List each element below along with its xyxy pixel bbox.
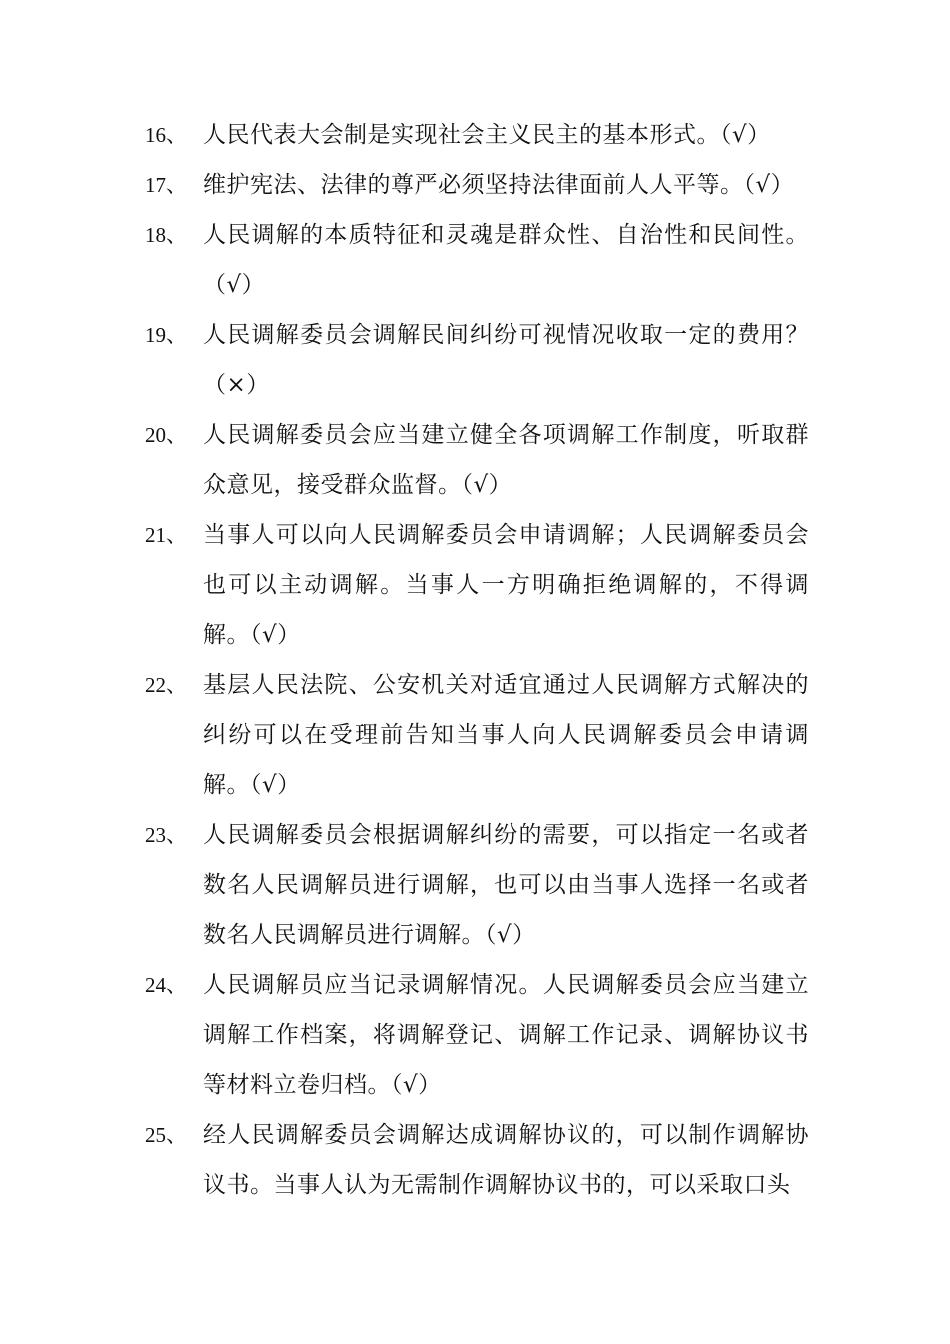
item-number: 25、 [145,1123,187,1147]
item-text: 维护宪法、法律的尊严必须坚持法律面前人人平等。（√） [203,172,795,198]
item-number: 18、 [145,223,187,247]
list-item [145,210,825,310]
item-number: 24、 [145,973,187,997]
item-text: 人民调解委员会调解民间纠纷可视情况收取一定的费用？（×） [203,322,809,398]
list-item [145,660,825,810]
item-number: 22、 [145,673,187,697]
item-number: 20、 [145,423,187,447]
question-list [145,110,825,1210]
list-item [145,410,825,510]
list-item [145,110,825,160]
list-item [145,160,825,210]
list-item [145,310,825,410]
item-number: 17、 [145,173,187,197]
item-text: 人民调解的本质特征和灵魂是群众性、自治性和民间性。（√） [203,222,809,298]
item-number: 23、 [145,823,187,847]
item-text: 人民调解委员会根据调解纠纷的需要，可以指定一名或者数名人民调解员进行调解，也可以由当事人选择一名或者数名人民调解员进行调解。（√） [203,822,809,948]
list-item [145,1110,825,1210]
item-text: 人民调解员应当记录调解情况。人民调解委员会应当建立调解工作档案，将调解登记、调解工作记录、调解协议书等材料立卷归档。（√） [203,972,809,1098]
list-item [145,510,825,660]
item-text: 人民代表大会制是实现社会主义民主的基本形式。（√） [203,122,771,148]
item-text: 当事人可以向人民调解委员会申请调解；人民调解委员会也可以主动调解。当事人一方明确拒绝调解的，不得调解。（√） [203,522,809,648]
item-number: 21、 [145,523,187,547]
item-number: 19、 [145,323,187,347]
item-text: 基层人民法院、公安机关对适宜通过人民调解方式解决的纠纷可以在受理前告知当事人向人民调解委员会申请调解。（√） [203,672,809,798]
item-text: 经人民调解委员会调解达成调解协议的，可以制作调解协议书。当事人认为无需制作调解协议书的，可以采取口头 [203,1122,809,1198]
list-item [145,810,825,960]
item-text: 人民调解委员会应当建立健全各项调解工作制度，听取群众意见，接受群众监督。（√） [203,422,809,498]
list-item [145,960,825,1110]
item-number: 16、 [145,123,187,147]
